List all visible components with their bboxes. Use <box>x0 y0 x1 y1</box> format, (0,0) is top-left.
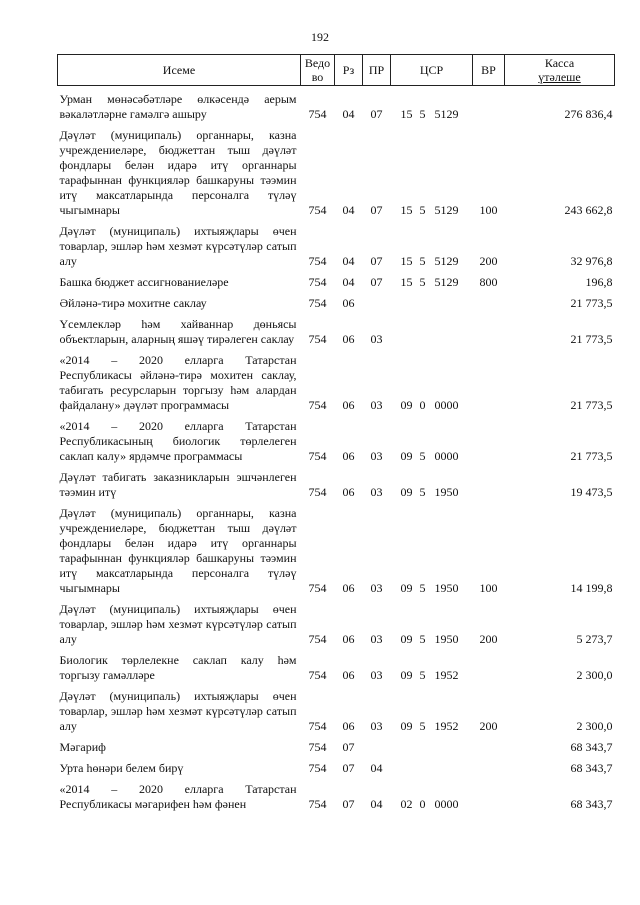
row-ved: 754 <box>308 485 327 499</box>
row-kassa: 2 300,0 <box>576 668 613 682</box>
row-rz: 06 <box>342 332 355 346</box>
csr-part-a: 02 <box>400 797 413 811</box>
row-rz: 04 <box>342 107 355 121</box>
row-csr <box>391 218 473 269</box>
row-ved: 754 <box>308 797 327 811</box>
csr-code <box>391 203 473 218</box>
page-number: 192 <box>311 30 329 44</box>
row-csr <box>391 683 473 734</box>
header-ved-line1: Ведо <box>304 56 331 70</box>
csr-part-a: 09 <box>400 398 413 412</box>
row-csr <box>391 776 473 812</box>
row-vr <box>473 347 505 413</box>
table-row <box>58 596 615 647</box>
row-pr: 07 <box>370 254 383 268</box>
table-row <box>58 755 615 776</box>
csr-part-a: 09 <box>400 719 413 733</box>
row-kassa: 21 773,5 <box>570 398 613 412</box>
row-vr <box>473 776 505 812</box>
row-vr <box>473 86 505 123</box>
row-rz: 04 <box>342 203 355 217</box>
csr-code <box>391 254 473 269</box>
header-csr: ЦСР <box>391 55 473 86</box>
row-pr: 03 <box>370 449 383 463</box>
row-vr <box>473 413 505 464</box>
row-csr <box>391 86 473 123</box>
csr-part-a: 09 <box>400 485 413 499</box>
table-row <box>58 734 615 755</box>
row-name: Үсемлекләр һәм хайваннар дөньясы объектларын, аларның яшәү тирәлеген саклау <box>59 317 297 346</box>
row-kassa: 243 662,8 <box>564 203 613 217</box>
row-vr: 200 <box>479 719 498 733</box>
table-row <box>58 500 615 596</box>
row-ved: 754 <box>308 668 327 682</box>
row-name: Әйләнә-тирә мохитне саклау <box>59 296 207 310</box>
csr-part-b: 5 <box>419 719 426 733</box>
row-pr: 03 <box>370 581 383 595</box>
csr-part-c: 1950 <box>434 581 459 595</box>
csr-part-a: 15 <box>400 107 413 121</box>
csr-part-a: 15 <box>400 203 413 217</box>
row-vr: 200 <box>479 254 498 268</box>
row-pr <box>363 734 391 755</box>
row-rz: 06 <box>342 581 355 595</box>
row-csr <box>391 647 473 683</box>
row-kassa: 276 836,4 <box>564 107 613 121</box>
row-rz: 06 <box>342 632 355 646</box>
csr-code <box>391 485 473 500</box>
csr-part-c: 5129 <box>434 254 459 268</box>
row-ved: 754 <box>308 740 327 754</box>
row-name: Урман мөнәсәбәтләре өлкәсендә аерым вәкаләтләрне гамәлгә ашыру <box>59 92 297 121</box>
csr-part-c: 0000 <box>434 449 459 463</box>
csr-part-b: 5 <box>419 668 426 682</box>
table-row <box>58 218 615 269</box>
table-row <box>58 86 615 123</box>
row-pr: 04 <box>370 761 383 775</box>
csr-part-b: 5 <box>419 254 426 268</box>
csr-part-b: 5 <box>419 632 426 646</box>
csr-part-a: 15 <box>400 275 413 289</box>
csr-part-b: 5 <box>419 485 426 499</box>
table-row <box>58 776 615 812</box>
row-pr: 07 <box>370 107 383 121</box>
csr-part-a: 09 <box>400 581 413 595</box>
csr-code <box>391 581 473 596</box>
csr-part-c: 0000 <box>434 398 459 412</box>
row-pr: 03 <box>370 719 383 733</box>
row-kassa: 19 473,5 <box>570 485 613 499</box>
csr-code <box>391 797 473 812</box>
row-pr: 03 <box>370 485 383 499</box>
row-rz: 04 <box>342 254 355 268</box>
header-rz: Рз <box>335 55 363 86</box>
row-pr: 03 <box>370 668 383 682</box>
row-csr <box>391 122 473 218</box>
row-vr <box>473 647 505 683</box>
csr-part-c: 5129 <box>434 275 459 289</box>
csr-part-b: 5 <box>419 107 426 121</box>
table-body <box>58 86 615 813</box>
row-csr <box>391 347 473 413</box>
row-pr: 04 <box>370 797 383 811</box>
csr-code <box>391 275 473 290</box>
header-vr: ВР <box>473 55 505 86</box>
row-kassa: 21 773,5 <box>570 332 613 346</box>
row-rz: 06 <box>342 398 355 412</box>
row-name: Мәгариф <box>59 740 106 754</box>
row-ved: 754 <box>308 581 327 595</box>
row-kassa: 21 773,5 <box>570 449 613 463</box>
row-csr <box>391 734 473 755</box>
csr-part-c: 5129 <box>434 107 459 121</box>
header-kassa-line2: үтәлеше <box>538 70 581 84</box>
csr-code <box>391 632 473 647</box>
row-kassa: 68 343,7 <box>570 761 613 775</box>
row-name: Дәүләт (муниципаль) ихтыяҗлары өчен товарлар, эшләр һәм хезмәт күрсәтүләр сатып алу <box>59 602 297 646</box>
row-ved: 754 <box>308 203 327 217</box>
row-vr: 800 <box>479 275 498 289</box>
row-kassa: 68 343,7 <box>570 740 613 754</box>
csr-part-c: 1952 <box>434 719 459 733</box>
row-name: Дәүләт табигать заказникларын эшчәнлеген тәэмин итү <box>59 470 297 499</box>
table-row <box>58 290 615 311</box>
row-rz: 06 <box>342 296 355 310</box>
row-csr <box>391 755 473 776</box>
csr-code <box>391 107 473 122</box>
row-rz: 06 <box>342 719 355 733</box>
row-pr <box>363 290 391 311</box>
csr-part-a: 09 <box>400 668 413 682</box>
header-kassa <box>505 55 615 86</box>
row-pr: 07 <box>370 203 383 217</box>
csr-code <box>391 668 473 683</box>
row-ved: 754 <box>308 449 327 463</box>
row-ved: 754 <box>308 275 327 289</box>
row-name: Башка бюджет ассигнованиеләре <box>59 275 229 289</box>
row-name: Дәүләт (муниципаль) ихтыяҗлары өчен товарлар, эшләр һәм хезмәт күрсәтүләр сатып алу <box>59 224 297 268</box>
row-ved: 754 <box>308 107 327 121</box>
csr-part-c: 1950 <box>434 632 459 646</box>
row-rz: 04 <box>342 275 355 289</box>
row-csr <box>391 596 473 647</box>
row-ved: 754 <box>308 632 327 646</box>
table-row <box>58 683 615 734</box>
csr-code <box>391 719 473 734</box>
row-rz: 07 <box>342 740 355 754</box>
row-csr <box>391 464 473 500</box>
row-name: Дәүләт (муниципаль) ихтыяҗлары өчен товарлар, эшләр һәм хезмәт күрсәтүләр сатып алу <box>59 689 297 733</box>
table-row <box>58 647 615 683</box>
budget-table <box>57 54 615 812</box>
csr-part-c: 1950 <box>434 485 459 499</box>
row-pr: 03 <box>370 632 383 646</box>
header-kassa-line1: Касса <box>544 56 575 70</box>
header-pr: ПР <box>363 55 391 86</box>
row-name: «2014 – 2020 елларга Татарстан Республикасының биологик төрлелеген саклап калу» ярдәмче программасы <box>59 419 297 463</box>
csr-code <box>391 398 473 413</box>
row-kassa: 32 976,8 <box>570 254 613 268</box>
row-csr <box>391 269 473 290</box>
row-vr <box>473 311 505 347</box>
row-rz: 06 <box>342 668 355 682</box>
table-header-row <box>58 55 615 86</box>
csr-part-a: 09 <box>400 632 413 646</box>
row-vr <box>473 290 505 311</box>
row-ved: 754 <box>308 296 327 310</box>
row-vr <box>473 734 505 755</box>
row-kassa: 68 343,7 <box>570 797 613 811</box>
row-rz: 06 <box>342 449 355 463</box>
csr-part-b: 5 <box>419 581 426 595</box>
csr-part-c: 0000 <box>434 797 459 811</box>
row-kassa: 5 273,7 <box>576 632 613 646</box>
row-kassa: 21 773,5 <box>570 296 613 310</box>
csr-part-b: 5 <box>419 449 426 463</box>
row-name: Дәүләт (муниципаль) органнары, казна учреждениеләре, бюджеттан тыш дәүләт фондлары белән идарә итү органнары тарафыннан функцияләр башкаруны тәэмин итү максатларында персоналга түләү чыгымнары <box>59 128 297 217</box>
row-vr: 200 <box>479 632 498 646</box>
row-kassa: 14 199,8 <box>570 581 613 595</box>
csr-part-b: 5 <box>419 203 426 217</box>
row-csr <box>391 290 473 311</box>
row-vr: 100 <box>479 203 498 217</box>
row-name: Дәүләт (муниципаль) органнары, казна учреждениеләре, бюджеттан тыш дәүләт фондлары белән идарә итү органнары тарафыннан функцияләр башкаруны тәэмин итү максатларында персоналга түләү чыгымнары <box>59 506 297 595</box>
table-row <box>58 269 615 290</box>
row-pr: 07 <box>370 275 383 289</box>
row-ved: 754 <box>308 398 327 412</box>
row-pr: 03 <box>370 332 383 346</box>
csr-part-b: 0 <box>419 398 426 412</box>
row-csr <box>391 413 473 464</box>
table-row <box>58 413 615 464</box>
csr-part-a: 09 <box>400 449 413 463</box>
csr-part-b: 5 <box>419 275 426 289</box>
row-name: Урта һөнәри белем бирү <box>59 761 184 775</box>
header-name: Исеме <box>58 55 301 86</box>
row-pr: 03 <box>370 398 383 412</box>
header-ved <box>301 55 335 86</box>
row-vr <box>473 755 505 776</box>
table-row <box>58 122 615 218</box>
row-rz: 06 <box>342 485 355 499</box>
table-row <box>58 347 615 413</box>
csr-code <box>391 449 473 464</box>
row-kassa: 2 300,0 <box>576 719 613 733</box>
row-name: «2014 – 2020 елларга Татарстан Республикасы мәгарифен һәм фәнен <box>59 782 297 811</box>
row-name: «2014 – 2020 елларга Татарстан Республикасы әйләнә-тирә мохитен саклау, табигать ресурсларын торгызу һәм алардан файдалану» дәүләт программасы <box>59 353 297 412</box>
row-vr <box>473 464 505 500</box>
row-kassa: 196,8 <box>585 275 613 289</box>
header-ved-line2: во <box>311 70 324 84</box>
row-ved: 754 <box>308 719 327 733</box>
row-csr <box>391 311 473 347</box>
row-csr <box>391 500 473 596</box>
row-name: Биологик төрлелекне саклап калу һәм торгызу гамәлләре <box>59 653 297 682</box>
table-row <box>58 464 615 500</box>
row-ved: 754 <box>308 332 327 346</box>
csr-part-c: 5129 <box>434 203 459 217</box>
row-vr: 100 <box>479 581 498 595</box>
csr-part-c: 1952 <box>434 668 459 682</box>
row-ved: 754 <box>308 761 327 775</box>
csr-part-a: 15 <box>400 254 413 268</box>
csr-part-b: 0 <box>419 797 426 811</box>
row-rz: 07 <box>342 797 355 811</box>
table-row <box>58 311 615 347</box>
row-ved: 754 <box>308 254 327 268</box>
row-rz: 07 <box>342 761 355 775</box>
